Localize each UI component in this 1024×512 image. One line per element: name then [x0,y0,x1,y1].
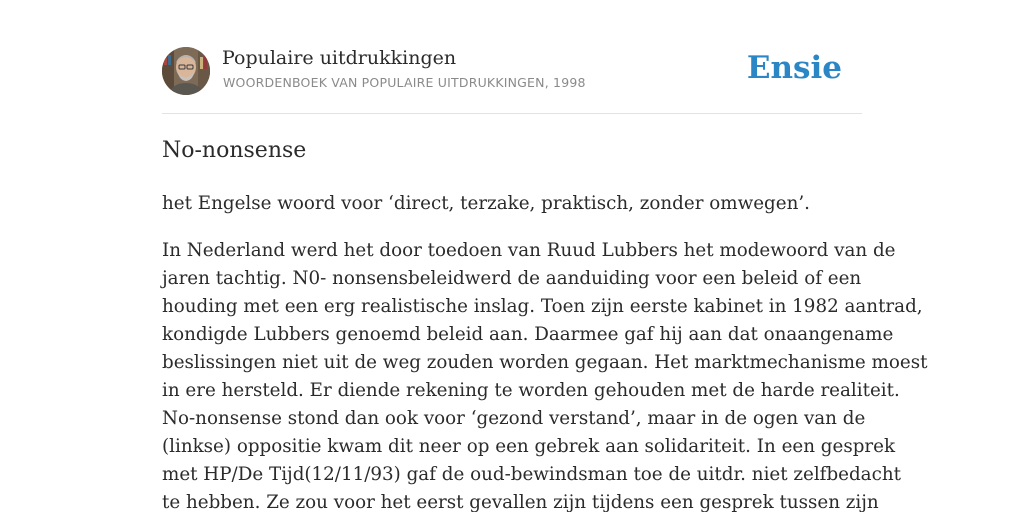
paragraph-line: te hebben. Ze zou voor het eerst gevallen zijn tijdens een gesprek tussen zijn [162,492,879,512]
entry-paragraph [162,237,928,512]
paragraph-line: In Nederland werd het door toedoen van Ruud Lubbers het modewoord van de [162,240,896,261]
paragraph-line: in ere hersteld. Er diende rekening te worden gehouden met de harde realiteit. [162,380,900,401]
avatar-portrait-icon [162,47,210,95]
paragraph-line: (linkse) oppositie kwam dit neer op een gebrek aan solidariteit. In een gesprek [162,436,896,457]
entry-definition: het Engelse woord voor ‘direct, terzake, praktisch, zonder omwegen’. [162,193,810,214]
source-subtitle: WOORDENBOEK VAN POPULAIRE UITDRUKKINGEN, 1998 [223,75,586,90]
source-title[interactable]: Populaire uitdrukkingen [222,47,457,69]
paragraph-line: jaren tachtig. N0- nonsensbeleidwerd de aanduiding voor een beleid of een [162,268,862,289]
paragraph-line: kondigde Lubbers genoemd beleid aan. Daarmee gaf hij aan dat onaangename [162,324,894,345]
header-divider [162,113,862,114]
author-avatar[interactable] [162,47,210,95]
paragraph-line: beslissingen niet uit de weg zouden worden gegaan. Het marktmechanisme moest [162,352,928,373]
paragraph-line: houding met een erg realistische inslag. Toen zijn eerste kabinet in 1982 aantrad, [162,296,923,317]
paragraph-line: No-nonsense stond dan ook voor ‘gezond verstand’, maar in de ogen van de [162,408,866,429]
source-header [162,46,862,96]
brand-logo[interactable]: Ensie [746,50,842,86]
paragraph-line: met HP/De Tijd(12/11/93) gaf de oud-bewindsman toe de uitdr. niet zelfbedacht [162,464,901,485]
entry-title: No-nonsense [162,138,307,163]
